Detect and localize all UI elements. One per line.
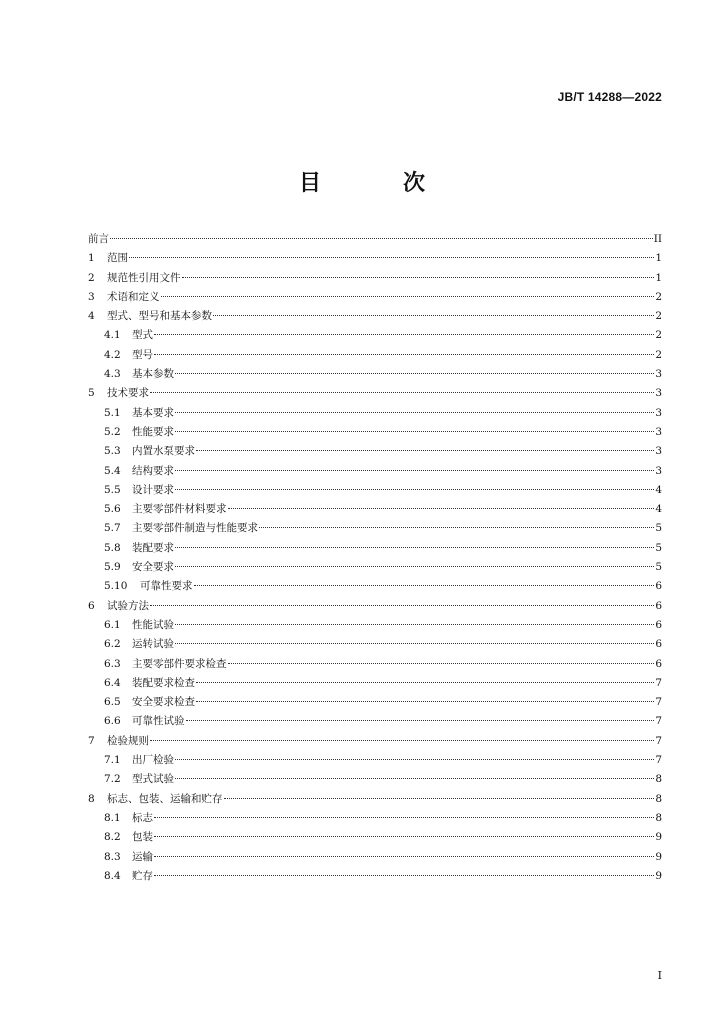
dot-leader [154, 875, 654, 876]
toc-entry-label: 性能试验 [132, 618, 174, 631]
toc-entry-number: 5.3 [104, 445, 121, 458]
toc-entry-page: 6 [655, 599, 662, 612]
toc-entry-number: 6.4 [104, 676, 121, 689]
toc-entry[interactable] [88, 442, 662, 461]
dot-leader [175, 566, 654, 567]
toc-entry-label: 型式、型号和基本参数 [107, 310, 212, 323]
toc-entry[interactable] [88, 462, 662, 481]
page-title: 目 次 [298, 170, 455, 196]
dot-leader [175, 624, 654, 625]
dot-leader [196, 450, 654, 451]
toc-entry[interactable] [88, 770, 662, 789]
toc-entry[interactable] [88, 597, 662, 616]
toc-entry-label: 型式试验 [132, 773, 174, 786]
toc-entry-number: 7.2 [104, 773, 121, 786]
toc-entry[interactable] [88, 712, 662, 731]
toc-entry-label: 运输 [132, 850, 153, 863]
dot-leader [213, 315, 654, 316]
toc-entry-number: 2 [88, 271, 95, 284]
dot-leader [175, 643, 654, 644]
dot-leader [110, 238, 653, 239]
toc-entry[interactable] [88, 732, 662, 751]
toc-entry-label: 结构要求 [132, 464, 174, 477]
toc-entry-page: 5 [655, 522, 662, 535]
toc-entry[interactable] [88, 365, 662, 384]
toc-entry-page: 7 [655, 715, 662, 728]
toc-entry-page: 6 [655, 618, 662, 631]
toc-entry[interactable] [88, 404, 662, 423]
toc-entry-number: 5.4 [104, 464, 121, 477]
toc-entry-number: 5.9 [104, 561, 121, 574]
toc-entry-number: 4 [88, 310, 95, 323]
toc-entry-number: 4.2 [104, 348, 121, 361]
toc-entry-label: 内置水泵要求 [132, 445, 195, 458]
toc-entry[interactable] [88, 809, 662, 828]
toc-entry-label: 范围 [107, 252, 128, 265]
toc-entry-label: 型式 [132, 329, 153, 342]
toc-entry[interactable] [88, 635, 662, 654]
toc-entry[interactable] [88, 674, 662, 693]
dot-leader [175, 489, 654, 490]
toc-entry-page: 5 [655, 561, 662, 574]
toc-entry-label: 出厂检验 [132, 754, 174, 767]
toc-entry[interactable] [88, 848, 662, 867]
document-code: JB/T 14288—2022 [557, 90, 662, 104]
toc-entry-page: 3 [655, 464, 662, 477]
toc-entry-label: 可靠性要求 [140, 580, 193, 593]
toc-entry-label: 标志、包装、运输和贮存 [107, 792, 223, 805]
toc-entry-page: 3 [655, 406, 662, 419]
dot-leader [150, 392, 654, 393]
toc-entry-page: 7 [655, 734, 662, 747]
toc-entry-page: 9 [655, 831, 662, 844]
toc-entry-label: 装配要求 [132, 541, 174, 554]
toc-entry-label: 型号 [132, 348, 153, 361]
toc-entry[interactable] [88, 307, 662, 326]
toc-entry-page: 1 [655, 252, 662, 265]
dot-leader [224, 798, 655, 799]
toc-entry[interactable] [88, 790, 662, 809]
toc-entry-page: 6 [655, 580, 662, 593]
toc-entry-number: 5 [88, 387, 95, 400]
toc-entry-label: 术语和定义 [107, 290, 160, 303]
toc-entry-page: 3 [655, 445, 662, 458]
page-number: I [657, 969, 662, 982]
toc-entry-page: 3 [655, 368, 662, 381]
dot-leader [150, 605, 654, 606]
toc-entry[interactable] [88, 751, 662, 770]
toc-entry[interactable] [88, 539, 662, 558]
toc-entry-number: 3 [88, 290, 95, 303]
dot-leader [154, 334, 654, 335]
toc-entry-label: 运转试验 [132, 638, 174, 651]
toc-entry-label: 主要零部件材料要求 [132, 503, 227, 516]
toc-entry-page: 9 [655, 850, 662, 863]
toc-entry-number: 6.5 [104, 696, 121, 709]
toc-entry-label: 标志 [132, 811, 153, 824]
toc-entry-number: 5.6 [104, 503, 121, 516]
toc-entry-label: 主要零部件要求检查 [132, 657, 227, 670]
toc-entry-label: 检验规则 [107, 734, 149, 747]
toc-entry-page: 2 [655, 310, 662, 323]
toc-entry-label: 可靠性试验 [132, 715, 185, 728]
toc-entry-page: 7 [655, 676, 662, 689]
dot-leader [175, 778, 654, 779]
toc-entry-label: 性能要求 [132, 425, 174, 438]
toc-entry-number: 5.5 [104, 483, 121, 496]
toc-entry-number: 6.6 [104, 715, 121, 728]
toc-entry-page: II [653, 233, 662, 245]
dot-leader [186, 720, 655, 721]
toc-entry[interactable] [88, 558, 662, 577]
toc-entry-page: 6 [655, 638, 662, 651]
dot-leader [175, 412, 654, 413]
toc-entry-number: 8.2 [104, 831, 121, 844]
toc-entry-page: 3 [655, 425, 662, 438]
toc-entry-page: 7 [655, 754, 662, 767]
toc-entry-label: 技术要求 [107, 387, 149, 400]
toc-entry-number: 5.2 [104, 425, 121, 438]
toc-entry-page: 8 [655, 811, 662, 824]
dot-leader [182, 277, 655, 278]
dot-leader [194, 585, 655, 586]
dot-leader [175, 431, 654, 432]
toc-entry-number: 5.10 [104, 580, 128, 593]
toc-entry-label: 安全要求检查 [132, 696, 195, 709]
toc-entry-label: 规范性引用文件 [107, 271, 181, 284]
dot-leader [154, 817, 654, 818]
dot-leader [161, 296, 655, 297]
toc-entry-page: 2 [655, 290, 662, 303]
toc-entry-page: 4 [655, 503, 662, 516]
toc-entry-number: 6.2 [104, 638, 121, 651]
toc-entry-number: 5.8 [104, 541, 121, 554]
toc-entry-number: 8.3 [104, 850, 121, 863]
toc-entry-page: 2 [655, 348, 662, 361]
dot-leader [196, 682, 654, 683]
dot-leader [228, 508, 655, 509]
toc-entry-number: 4.3 [104, 368, 121, 381]
table-of-contents [88, 230, 662, 886]
toc-entry-number: 7 [88, 734, 95, 747]
toc-entry-number: 7.1 [104, 754, 121, 767]
dot-leader [259, 527, 654, 528]
toc-entry-page: 3 [655, 387, 662, 400]
dot-leader [228, 663, 655, 664]
toc-entry[interactable] [88, 828, 662, 847]
toc-entry[interactable] [88, 346, 662, 365]
toc-entry[interactable] [88, 693, 662, 712]
toc-entry-number: 8.4 [104, 869, 121, 882]
toc-entry-page: 1 [655, 271, 662, 284]
toc-entry[interactable] [88, 269, 662, 288]
dot-leader [150, 740, 654, 741]
toc-entry-label: 安全要求 [132, 561, 174, 574]
toc-entry-page: 4 [655, 483, 662, 496]
dot-leader [175, 547, 654, 548]
toc-entry-number: 1 [88, 252, 95, 265]
toc-entry-label: 前言 [88, 233, 109, 245]
dot-leader [154, 836, 654, 837]
dot-leader [175, 373, 654, 374]
toc-entry[interactable] [88, 249, 662, 268]
toc-entry-page: 8 [655, 792, 662, 805]
dot-leader [129, 257, 654, 258]
toc-entry-page: 8 [655, 773, 662, 786]
toc-entry-number: 6.3 [104, 657, 121, 670]
dot-leader [175, 470, 654, 471]
toc-entry[interactable] [88, 230, 662, 249]
toc-entry-label: 设计要求 [132, 483, 174, 496]
toc-entry[interactable] [88, 577, 662, 596]
toc-entry-label: 基本参数 [132, 368, 174, 381]
toc-entry[interactable] [88, 326, 662, 345]
dot-leader [175, 759, 654, 760]
dot-leader [196, 701, 654, 702]
toc-entry-page: 7 [655, 696, 662, 709]
dot-leader [154, 856, 654, 857]
toc-entry-number: 8 [88, 792, 95, 805]
toc-entry-label: 主要零部件制造与性能要求 [132, 522, 258, 535]
dot-leader [154, 354, 654, 355]
toc-entry[interactable] [88, 288, 662, 307]
toc-entry-label: 贮存 [132, 869, 153, 882]
toc-entry-page: 2 [655, 329, 662, 342]
toc-entry-number: 4.1 [104, 329, 121, 342]
toc-entry-label: 包装 [132, 831, 153, 844]
toc-entry-label: 试验方法 [107, 599, 149, 612]
toc-entry-number: 6 [88, 599, 95, 612]
toc-entry[interactable] [88, 500, 662, 519]
toc-entry-page: 5 [655, 541, 662, 554]
toc-entry[interactable] [88, 519, 662, 538]
toc-entry-number: 8.1 [104, 811, 121, 824]
toc-entry-number: 5.1 [104, 406, 121, 419]
toc-entry-number: 5.7 [104, 522, 121, 535]
toc-entry-label: 基本要求 [132, 406, 174, 419]
toc-entry[interactable] [88, 384, 662, 403]
toc-entry[interactable] [88, 867, 662, 886]
toc-entry-number: 6.1 [104, 618, 121, 631]
toc-entry-page: 6 [655, 657, 662, 670]
toc-entry-label: 装配要求检查 [132, 676, 195, 689]
toc-entry[interactable] [88, 423, 662, 442]
toc-entry[interactable] [88, 616, 662, 635]
toc-entry-page: 9 [655, 869, 662, 882]
toc-entry[interactable] [88, 481, 662, 500]
toc-entry[interactable] [88, 655, 662, 674]
